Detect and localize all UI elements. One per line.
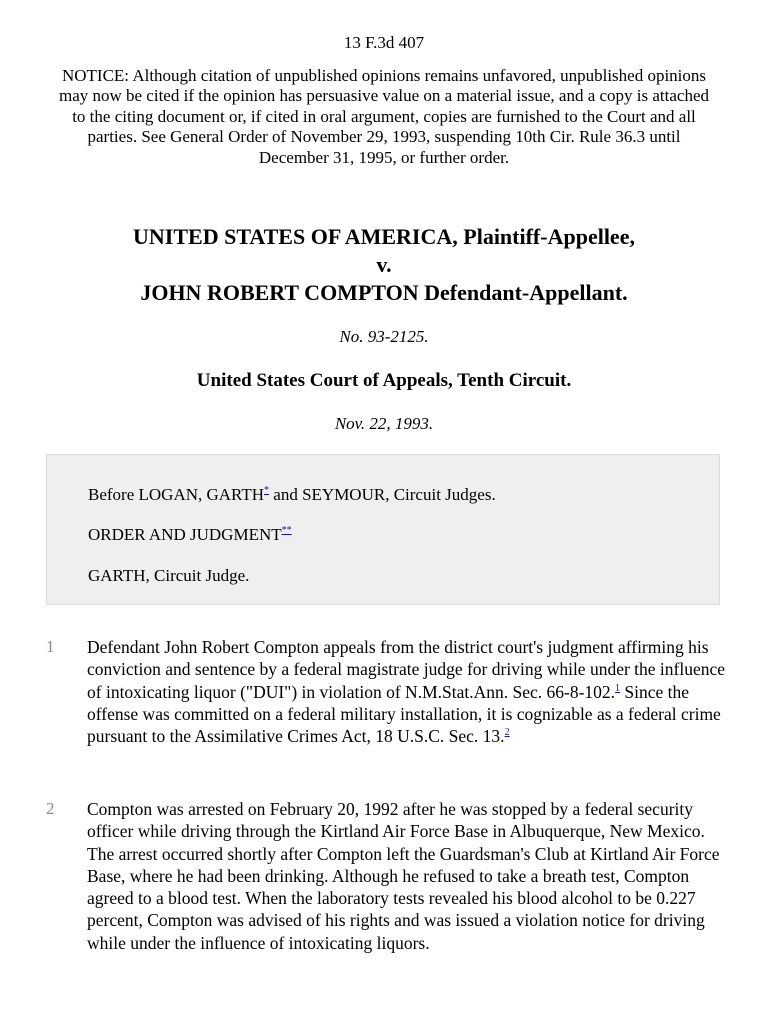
footnote-link-star[interactable]: * xyxy=(264,485,270,496)
reporter-citation: 13 F.3d 407 xyxy=(343,33,425,52)
judges-panel xyxy=(46,454,720,605)
defendant-line: JOHN ROBERT COMPTON Defendant-Appellant. xyxy=(140,280,628,305)
paragraph-number: 1 xyxy=(46,637,55,656)
unpublished-notice: NOTICE: Although citation of unpublished opinions remains unfavored, unpublished opinions may now be cited if the opinion has persuasive value on a material issue, and a copy is attached to the citing document or, if cited in oral argument, copies are furnished to the Court and all parties. See General Order of November 29, 1993, suspending 10th Cir. Rule 36.3 until December 31, 1995, or further order. xyxy=(58,66,710,167)
paragraph-text xyxy=(87,636,727,747)
case-caption xyxy=(0,223,768,307)
footnote-link-2[interactable]: 2 xyxy=(504,727,510,739)
paragraph-text-part: Defendant John Robert Compton appeals from the district court's judgment affirming his conviction and sentence by a federal magistrate judge for driving while under the influence of intoxicating liquor ("DUI") in violation of N.M.Stat.Ann. Sec. 66-8-102. xyxy=(87,637,726,702)
paragraph-text: Compton was arrested on February 20, 1992 after he was stopped by a federal security officer while driving through the Kirtland Air Force Base in Albuquerque, New Mexico. The arrest occurred shortly after Compton left the Guardsman's Club at Kirtland Air Force Base, where he had been drinking. Although he refused to take a breath test, Compton agreed to a blood test. When the laboratory tests revealed his blood alcohol to be 0.227 percent, Compton was advised of his rights and was issued a violation notice for driving while under the influence of intoxicating liquors. xyxy=(87,799,720,953)
docket-number: No. 93-2125. xyxy=(339,327,429,346)
paragraph-text-part: Since the offense was committed on a federal military installation, it is cognizable as a federal crime pursuant to the Assimilative Crimes Act, 18 U.S.C. Sec. 13. xyxy=(87,681,721,747)
decision-date: Nov. 22, 1993. xyxy=(334,414,434,433)
court-name: United States Court of Appeals, Tenth Circuit. xyxy=(196,370,572,391)
versus-line: v. xyxy=(376,252,392,277)
order-judgment-line xyxy=(88,525,292,545)
before-judges-suffix: and SEYMOUR, Circuit Judges. xyxy=(269,485,496,504)
order-judgment-label: ORDER AND JUDGMENT xyxy=(88,525,282,544)
plaintiff-line: UNITED STATES OF AMERICA, Plaintiff-Appellee, xyxy=(133,224,635,249)
before-judges-line xyxy=(88,485,496,505)
footnote-link-double-star[interactable]: ** xyxy=(281,525,292,536)
before-judges-prefix: Before LOGAN, GARTH xyxy=(88,485,265,504)
authoring-judge: GARTH, Circuit Judge. xyxy=(88,566,250,585)
paragraph-number: 2 xyxy=(46,799,55,818)
footnote-link-1[interactable]: 1 xyxy=(615,682,621,694)
